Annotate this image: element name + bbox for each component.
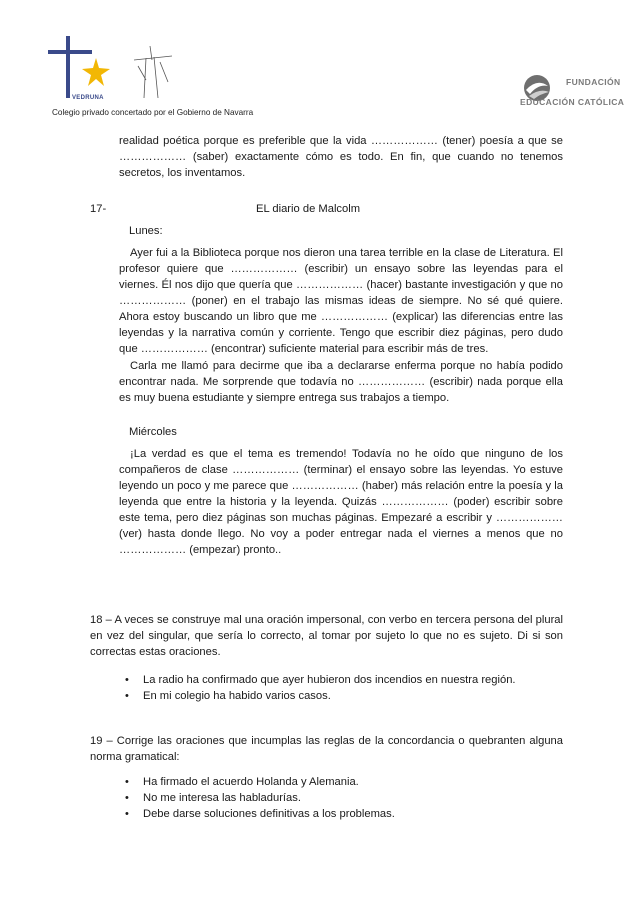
monday-paragraph-2: Carla me llamó para decirme que iba a declararse enferma porque no había podido encontrar nada. Me sorprende que todavía no ……………… (escribir) nada porque ella es muy buena estudiante y siempre entrega sus trabajos a tiempo. (119, 360, 563, 404)
cross-star-logo-icon (44, 36, 116, 102)
intro-paragraph: realidad poética porque es preferible que la vida ……………… (tener) poesía a que se ……………… (saber) exactamente cómo es todo. En fin, que cuando no tenemos secretos, los inventamos. (119, 135, 563, 179)
exercise-18-list (119, 672, 563, 704)
bullet-icon: • (125, 674, 129, 686)
exercise-19-list (119, 774, 563, 822)
header-note: Colegio privado concertado por el Gobierno de Navarra (52, 108, 254, 117)
bullet-icon: • (125, 792, 129, 804)
list-item: • Ha firmado el acuerdo Holanda y Alemania. (125, 776, 359, 788)
brand-name: VEDRUNA (72, 95, 104, 101)
list-item: • Debe darse soluciones definitivas a los problemas. (125, 808, 395, 820)
list-item: • En mi colegio ha habido varios casos. (125, 690, 331, 702)
sketch-figure-logo-icon (124, 42, 182, 100)
wednesday-paragraph: ¡La verdad es que el tema es tremendo! Todavía no he oído que ninguno de los compañeros de clase ……………… (terminar) el ensayo sobre las leyendas. Yo estuve leyendo un poco y me parece que ……………… (haber) más relación entre la poesía y la leyenda que entre la historia y la leyenda. Quizás ……………… (poder) escribir sobre este tema, pero diez páginas son muchas páginas. Empezaré a escribir y ………………(ver) hasta donde llego. No voy a poder entregar nada el viernes a menos que no ……………… (empezar) pronto.. (119, 448, 563, 556)
monday-label: Lunes: (129, 225, 163, 237)
bullet-icon: • (125, 690, 129, 702)
list-item: • La radio ha confirmado que ayer hubieron dos incendios en nuestra región. (125, 674, 516, 686)
monday-paragraph-1: Ayer fui a la Biblioteca porque nos dieron una tarea terrible en la clase de Literatura. El profesor quiere que ……………… (escribir) un ensayo sobre las leyendas para el viernes. Él nos dijo que quería que ……………… (hacer) bastante investigación y que no ……………… (poner) en el trabajo las mismas ideas de siempre. No sé qué quiere. Ahora estoy buscando un libro que me ……………… (explicar) las diferencias entre las leyendas y la narrativa común y corriente. Tengo que escribir diez páginas, pero dudo que ……………… (encontrar) suficiente material para escribir más de tres. (119, 247, 563, 355)
wednesday-label: Miércoles (129, 426, 177, 438)
bullet-icon: • (125, 776, 129, 788)
exercise-18-text: 18 – A veces se construye mal una oración impersonal, con verbo en tercera persona del plural en vez del singular, que sería lo correcto, al tomar por sujeto lo que no es sujeto. Di si son correctas estas oraciones. (90, 614, 563, 658)
page-header (0, 0, 638, 125)
list-item: • No me interesa las habladurías. (125, 792, 301, 804)
exercise-17-number: 17- (90, 203, 107, 215)
bullet-icon: • (125, 808, 129, 820)
foundation-line-1: FUNDACIÓN (566, 77, 621, 87)
foundation-line-2: EDUCACIÓN CATÓLICA (520, 97, 625, 107)
exercise-19-text: 19 – Corrige las oraciones que incumplas las reglas de la concordancia o quebranten alguna norma gramatical: (90, 735, 563, 763)
exercise-17-title: EL diario de Malcolm (256, 203, 361, 215)
